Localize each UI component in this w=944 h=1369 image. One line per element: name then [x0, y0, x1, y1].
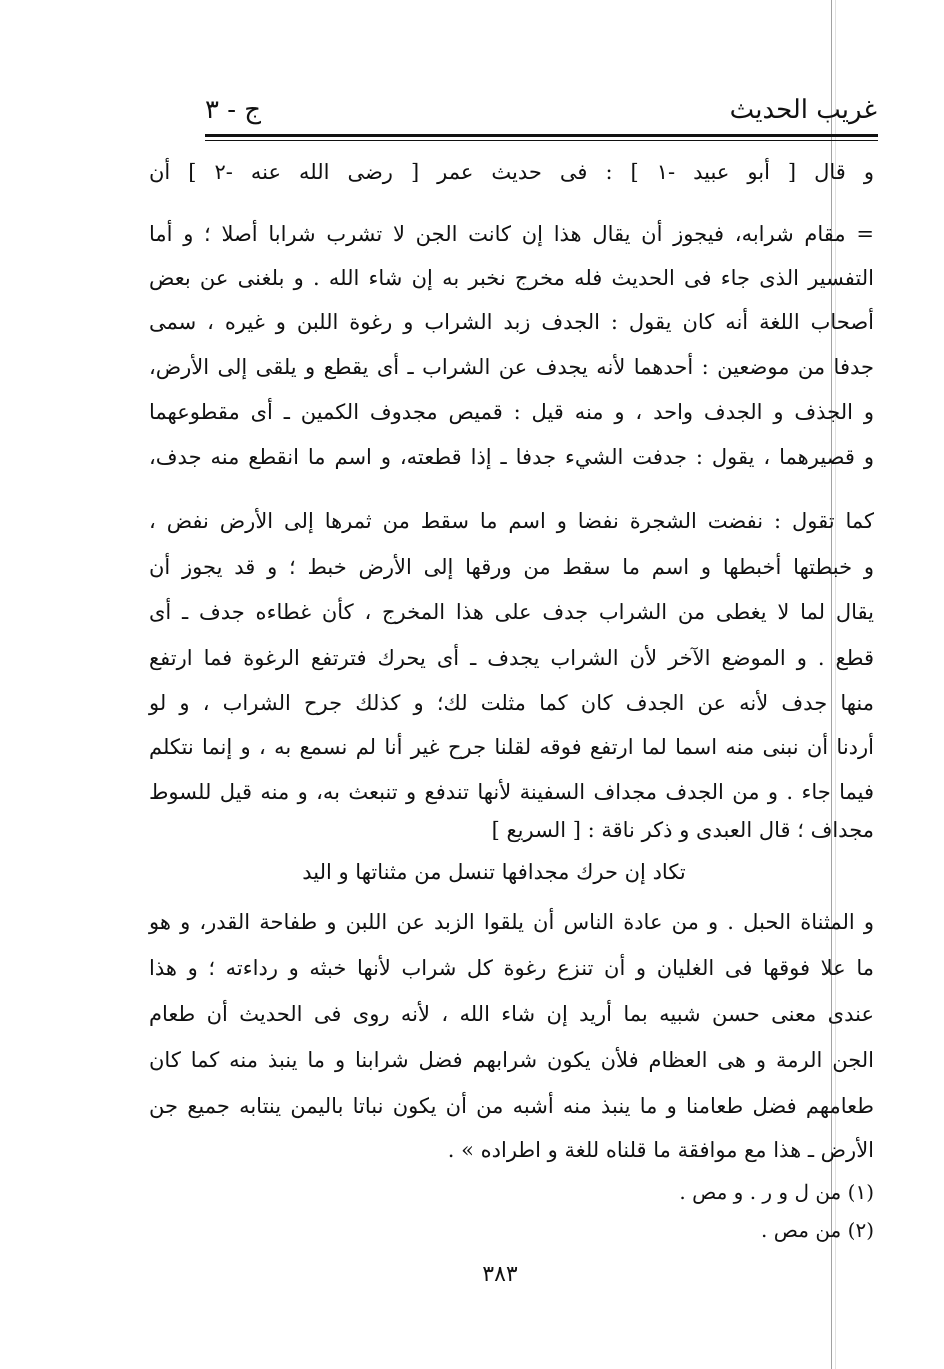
text-line: جدفا من موضعين : أحدهما لأنه يجدف عن الشراب ـ أى يقطع و يلقى إلى الأرض، — [149, 355, 874, 379]
text-line: و خبطتها أخبطها و اسم ما سقط من ورقها إلى الأرض خبط ؛ و قد يجوز أن — [149, 555, 874, 579]
text-line: التفسير الذى جاء فى الحديث فله مخرج نخبر به إن شاء الله . و بلغنى عن بعض — [149, 266, 874, 290]
text-line: و قصيرهما ، يقول : جدفت الشيء جدفا ـ إذا قطعته، و اسم ما انقطع منه جدف، — [149, 445, 874, 469]
header-title: غريب الحديث — [729, 95, 877, 125]
text-line: طعامهم فضل طعامنا و ما ينبذ منه أشبه من أن يكون نباتا باليمن ينتابه جميع جن — [149, 1094, 874, 1118]
footnote: (٢) من مص . — [761, 1218, 874, 1242]
header-rule-thick — [205, 134, 878, 137]
page-number: ٣٨٣ — [482, 1262, 518, 1287]
text-line: ما علا فوقها فى الغليان و أن تنزع رغوة كل شراب لأنها خبثه و رداءته ؛ و هذا — [149, 956, 874, 980]
text-line: أردنا أن نبنى منه اسما لما ارتفع فوقه لقلنا جرح غير أنا لم نسمع به ، و إنما نتكلم — [149, 735, 874, 759]
footnote: (١) من ل و ر . و مص . — [679, 1180, 874, 1204]
text-line: منها جدف لأنه عن الجدف كان كما مثلت لك؛ و كذلك جرح الشراب ، و لو — [149, 691, 874, 715]
text-line: و قال [ أبو عبيد -١ ] : فى حديث عمر [ رضى الله عنه -٢ ] أن — [149, 160, 874, 184]
text-line: = مقام شرابه، فيجوز أن يقال هذا إن كانت الجن لا تشرب شرابا أصلا ؛ و أما — [149, 222, 874, 246]
text-line: يقال لما لا يغطى من الشراب جدف على هذا المخرج ، كأن غطاءه جدف ـ أى — [149, 600, 874, 624]
text-line: مجداف ؛ قال العبدى و ذكر ناقة : [ السريع ] — [491, 818, 874, 842]
text-line: و المثناة الحبل . و من عادة الناس أن يلقوا الزبد عن اللبن و طفاحة القدر، و هو — [149, 910, 874, 934]
text-line: قطع . و الموضع الآخر لأن الشراب يجدف ـ أى يحرك فترتفع الرغوة فما ارتفع — [149, 646, 874, 670]
text-line: و الجذف و الجدف واحد ، و منه قيل : قميص مجدوف الكمين ـ أى مقطوعهما — [149, 400, 874, 424]
running-header — [205, 88, 877, 132]
verse-line: تكاد إن حرك مجدافها تنسل من مثناتها و اليد — [302, 860, 686, 884]
text-line: كما تقول : نفضت الشجرة نفضا و اسم ما سقط من ثمرها إلى الأرض نفض ، — [149, 509, 874, 533]
header-rule-thin — [205, 140, 878, 141]
text-line: الأرض ـ هذا مع موافقة ما قلناه للغة و اطراده » . — [447, 1138, 874, 1162]
text-line: فيما جاء . و من الجدف مجداف السفينة لأنها تندفع و تنبعث به، و منه قيل للسوط — [149, 780, 874, 804]
header-volume: ج - ٣ — [205, 95, 262, 125]
text-line: الجن الرمة و هى العظام فلأن يكون شرابهم فضل شرابنا و ما ينبذ منه كما كان — [149, 1048, 874, 1072]
text-line: أصحاب اللغة أنه كان يقول : الجدف زبد الشراب و رغوة اللبن و غيره ، سمى — [149, 310, 874, 334]
text-line: عندى معنى حسن شبيه بما أريد إن شاء الله ، لأنه روى فى الحديث أن طعام — [149, 1002, 874, 1026]
